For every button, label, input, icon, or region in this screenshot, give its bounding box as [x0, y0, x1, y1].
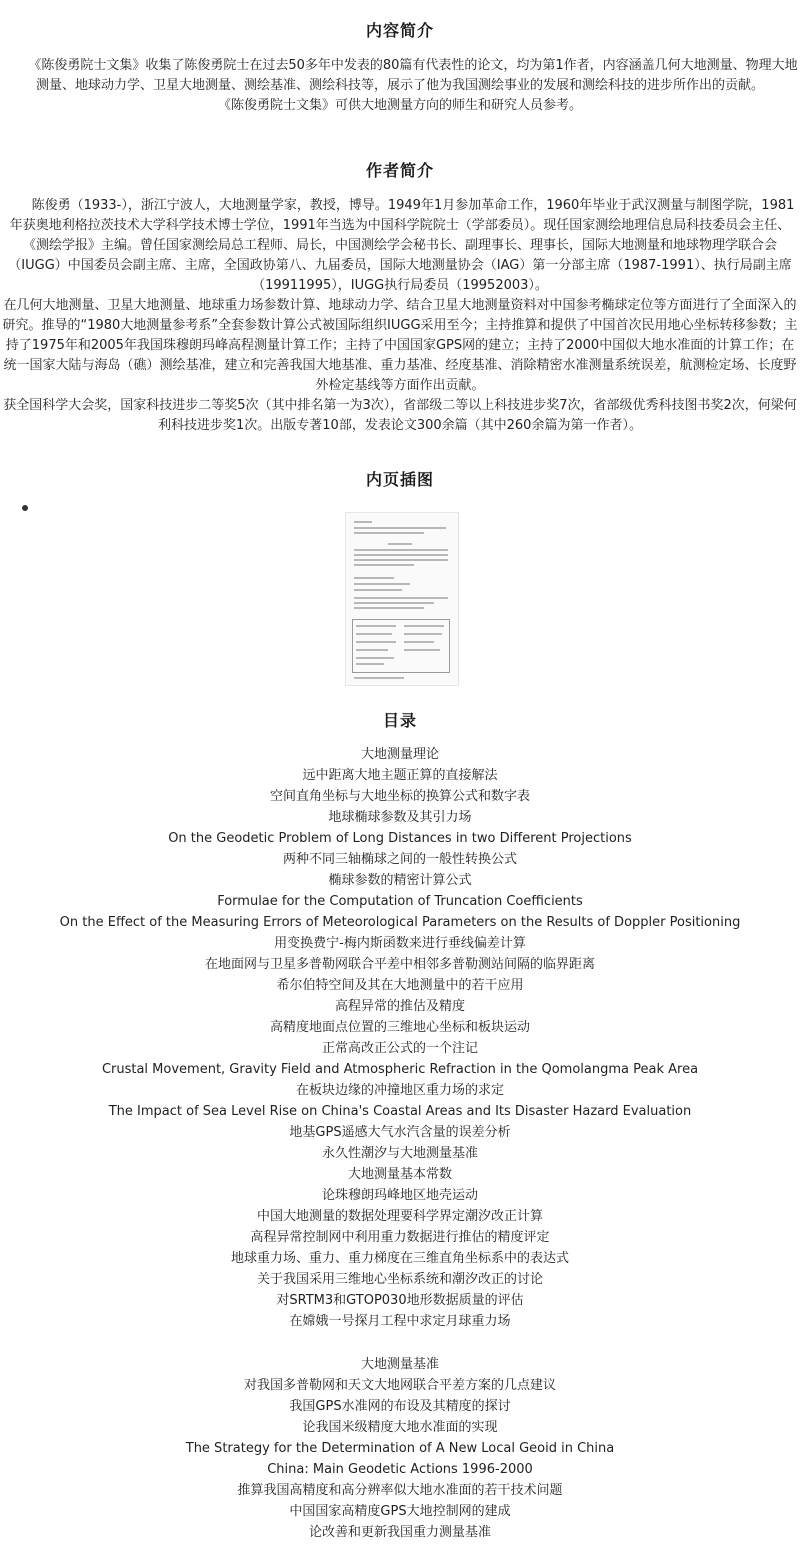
- toc-item[interactable]: 论珠穆朗玛峰地区地壳运动: [321, 1188, 478, 1203]
- toc-item[interactable]: 两种不同三轴椭球之间的一般性转换公式: [282, 852, 517, 867]
- toc-item[interactable]: Formulae for the Computation of Truncation Coefficients: [217, 894, 583, 909]
- toc-item[interactable]: 大地测量基本常数: [347, 1167, 452, 1182]
- toc-item[interactable]: 地基GPS遥感大气水汽含量的误差分析: [289, 1125, 511, 1140]
- toc-item[interactable]: 椭球参数的精密计算公式: [328, 873, 472, 888]
- toc-list-part2: [0, 1354, 800, 1543]
- thumb-line: [354, 607, 424, 609]
- thumb-line: [354, 564, 414, 566]
- thumb-line: [356, 641, 396, 643]
- intro-paragraph: 《陈俊勇院士文集》收集了陈俊勇院士在过去50多年中发表的80篇有代表性的论文，均为第1作者，内容涵盖几何大地测量、物理大地测量、地球动力学、卫星大地测量、测绘基准、测绘科技等，展示了他为我国测绘事业的发展和测绘科技的进步所作出的贡献。: [28, 58, 798, 93]
- toc-item[interactable]: 推算我国高精度和高分辨率似大地水准面的若干技术问题: [237, 1483, 563, 1498]
- figure-heading: 内页插图: [365, 470, 434, 489]
- intro-section: [0, 56, 800, 116]
- thumb-line: [354, 521, 372, 523]
- toc-item[interactable]: 地球椭球参数及其引力场: [328, 810, 472, 825]
- thumb-line: [356, 625, 396, 627]
- thumb-line: [354, 532, 424, 534]
- list-bullet-icon: [22, 505, 28, 511]
- author-paragraph: 陈俊勇（1933-），浙江宁波人，大地测量学家，教授，博导。1949年1月参加革命工作，1960年毕业于武汉测量与制图学院，1981年获奥地利格拉茨技术大学科学技术博士学位，1991年当选为中国科学院院士（学部委员）。现任国家测绘地理信息局科技委员会主任、《测绘学报》主编。曾任国家测绘局总工程师、局长，中国测绘学会秘书长、副理事长、理事长，国际大地测量和地球物理学联合会（IUGG）中国委员会副主席、主席，全国政协第八、九届委员，国际大地测量协会（IAG）第一分部主席（1987-1991）、执行局副主席（19911995），IUGG执行局委员（19952003）。: [8, 198, 795, 293]
- toc-item[interactable]: 地球重力场、重力、重力梯度在三维直角坐标系中的表达式: [230, 1251, 569, 1266]
- intro-paragraph: 《陈俊勇院士文集》可供大地测量方向的师生和研究人员参考。: [217, 98, 582, 113]
- toc-item[interactable]: 论我国米级精度大地水准面的实现: [302, 1420, 498, 1435]
- toc-item[interactable]: China: Main Geodetic Actions 1996-2000: [267, 1462, 533, 1477]
- thumb-line: [404, 641, 434, 643]
- toc-item[interactable]: 空间直角坐标与大地坐标的换算公式和数字表: [269, 789, 530, 804]
- toc-list-part1: [0, 744, 800, 1332]
- thumb-line: [354, 554, 448, 556]
- author-section: [0, 196, 800, 436]
- author-paragraph: 获全国科学大会奖，国家科技进步二等奖5次（其中排名第一为3次），省部级二等以上科技进步奖7次，省部级优秀科技图书奖2次，何梁何利科技进步奖1次。出版专著10部，发表论文300余篇（其中260余篇为第一作者）。: [3, 398, 797, 433]
- thumb-line: [354, 602, 434, 604]
- toc-heading: 目录: [382, 711, 417, 730]
- thumb-line: [404, 649, 440, 651]
- toc-item[interactable]: 在地面网与卫星多普勒网联合平差中相邻多普勒测站间隔的临界距离: [204, 957, 595, 972]
- thumb-line: [354, 583, 410, 585]
- toc-item[interactable]: 在板块边缘的冲撞地区重力场的求定: [295, 1083, 504, 1098]
- toc-item[interactable]: The Strategy for the Determination of A New Local Geoid in China: [185, 1441, 615, 1456]
- toc-item[interactable]: 对我国多普勒网和天文大地网联合平差方案的几点建议: [243, 1378, 556, 1393]
- thumb-line: [356, 649, 388, 651]
- toc-item[interactable]: 用变换费宁-梅内斯函数来进行垂线偏差计算: [274, 936, 526, 951]
- author-heading: 作者简介: [365, 161, 434, 180]
- toc-item[interactable]: On the Effect of the Measuring Errors of Meteorological Parameters on the Results of Doppler Positioning: [59, 915, 741, 930]
- thumb-line: [354, 597, 448, 599]
- thumb-line: [388, 543, 412, 545]
- toc-item[interactable]: 希尔伯特空间及其在大地测量中的若干应用: [276, 978, 524, 993]
- thumb-line: [354, 559, 448, 561]
- toc-item[interactable]: 高程异常的推估及精度: [334, 999, 465, 1014]
- toc-item[interactable]: 中国大地测量的数据处理要科学界定潮汐改正计算: [256, 1209, 543, 1224]
- toc-item[interactable]: 远中距离大地主题正算的直接解法: [302, 768, 498, 783]
- thumb-line: [354, 549, 448, 551]
- toc-item[interactable]: 大地测量基准: [360, 1357, 439, 1372]
- toc-item[interactable]: 关于我国采用三维地心坐标系统和潮汐改正的讨论: [256, 1272, 543, 1287]
- toc-item[interactable]: 高精度地面点位置的三维地心坐标和板块运动: [269, 1020, 530, 1035]
- thumb-line: [404, 625, 444, 627]
- thumb-line: [354, 577, 394, 579]
- toc-item[interactable]: 在嫦娥一号探月工程中求定月球重力场: [289, 1314, 511, 1329]
- toc-item[interactable]: 大地测量理论: [360, 747, 439, 762]
- toc-item[interactable]: 我国GPS水准网的布设及其精度的探讨: [289, 1399, 511, 1414]
- toc-item[interactable]: 中国国家高精度GPS大地控制网的建成: [289, 1504, 511, 1519]
- thumb-line: [356, 657, 394, 659]
- thumb-line: [356, 633, 392, 635]
- toc-item[interactable]: 正常高改正公式的一个注记: [321, 1041, 478, 1056]
- inner-page-thumbnail[interactable]: [345, 512, 459, 686]
- thumb-line: [354, 589, 402, 591]
- thumb-line: [354, 527, 446, 529]
- toc-item[interactable]: 高程异常控制网中利用重力数据进行推估的精度评定: [250, 1230, 550, 1245]
- toc-item[interactable]: 论改善和更新我国重力测量基准: [308, 1525, 491, 1540]
- toc-item[interactable]: 永久性潮汐与大地测量基准: [321, 1146, 478, 1161]
- author-paragraph: 在几何大地测量、卫星大地测量、地球重力场参数计算、地球动力学、结合卫星大地测量资料对中国参考椭球定位等方面进行了全面深入的研究。推导的“1980大地测量参考系”全套参数计算公式被国际组织IUGG采用至今；主持推算和提供了中国首次民用地心坐标转移参数；主持了1975年和2005年我国珠穆朗玛峰高程测量计算工作；主持了中国国家GPS网的建立；主持了2000中国似大地水准面的计算工作；在统一国家大陆与海岛（礁）测绘基准，建立和完善我国大地基准、重力基准、经度基准、消除精密水准测量系统误差，航测检定场、长度野外检定基线等方面作出贡献。: [2, 298, 798, 393]
- toc-item[interactable]: Crustal Movement, Gravity Field and Atmospheric Refraction in the Qomolangma Peak Area: [101, 1062, 699, 1077]
- thumb-line: [404, 633, 442, 635]
- thumb-line: [354, 677, 404, 679]
- toc-item[interactable]: The Impact of Sea Level Rise on China's Coastal Areas and Its Disaster Hazard Evaluation: [108, 1104, 692, 1119]
- toc-item[interactable]: 对SRTM3和GTOP030地形数据质量的评估: [276, 1293, 524, 1308]
- toc-item[interactable]: On the Geodetic Problem of Long Distances in two Different Projections: [168, 831, 632, 846]
- intro-heading: 内容简介: [365, 21, 434, 40]
- thumb-line: [356, 663, 384, 665]
